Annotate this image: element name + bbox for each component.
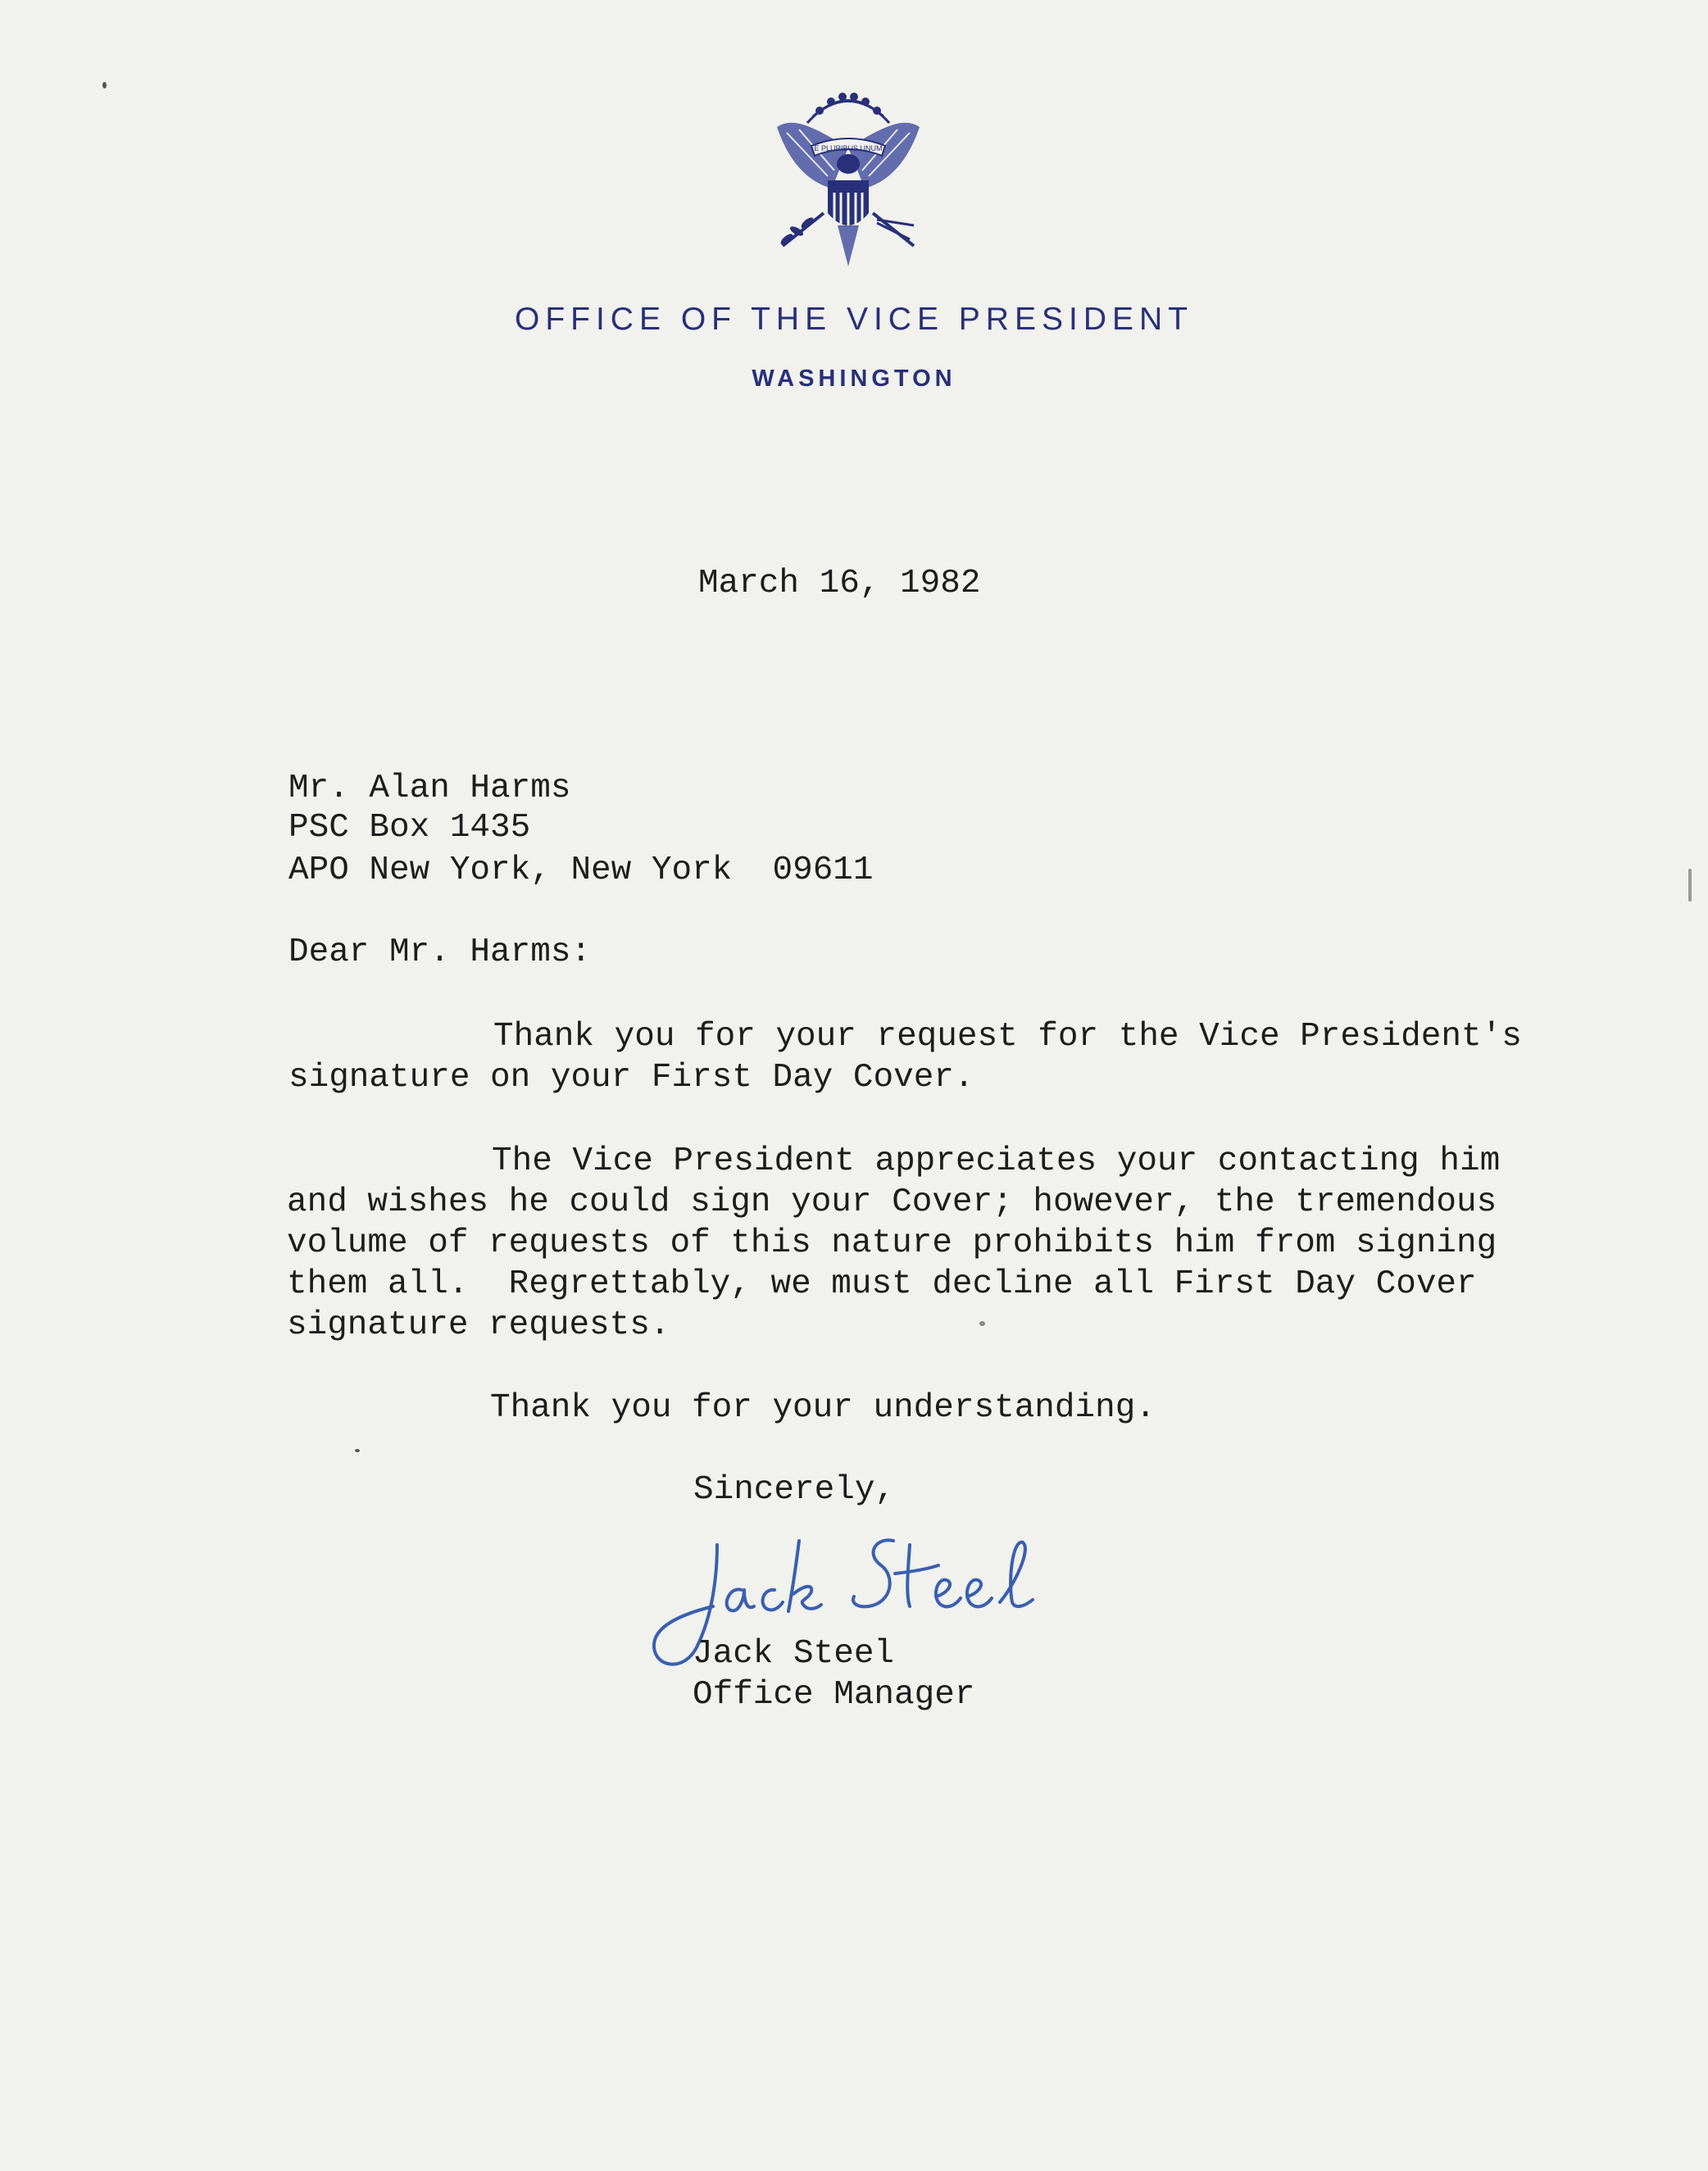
signer-title: Office Manager	[693, 1676, 975, 1714]
body-paragraph-line: Thank you for your request for the Vice President's	[493, 1018, 1522, 1056]
eagle-seal-icon	[762, 82, 934, 279]
recipient-line2: PSC Box 1435	[288, 809, 531, 847]
body-paragraph-line: Thank you for your understanding.	[490, 1389, 1156, 1427]
letterhead-city: WASHINGTON	[752, 366, 956, 392]
recipient-line3: APO New York, New York 09611	[288, 852, 874, 889]
closing: Sincerely,	[693, 1471, 896, 1509]
paper-speck	[979, 1321, 985, 1326]
body-paragraph-line: signature on your First Day Cover.	[288, 1059, 974, 1097]
body-paragraph-line: volume of requests of this nature prohibits him from signing	[287, 1224, 1497, 1262]
salutation: Dear Mr. Harms:	[288, 933, 592, 971]
letter-date: March 16, 1982	[698, 565, 981, 602]
body-paragraph-line: The Vice President appreciates your contacting him	[492, 1142, 1501, 1180]
paper-speck	[102, 82, 107, 89]
seal-motto: E PLURIBUS UNUM	[814, 144, 883, 152]
body-paragraph-line: signature requests.	[287, 1306, 670, 1344]
paper-speck	[355, 1449, 360, 1452]
body-paragraph-line: and wishes he could sign your Cover; however, the tremendous	[287, 1183, 1497, 1221]
recipient-name: Mr. Alan Harms	[288, 770, 571, 807]
letterhead-office: OFFICE OF THE VICE PRESIDENT	[514, 302, 1194, 337]
body-paragraph-line: them all. Regrettably, we must decline all First Day Cover	[287, 1265, 1477, 1303]
paper-speck	[1688, 869, 1692, 902]
signer-name: Jack Steel	[693, 1635, 895, 1673]
